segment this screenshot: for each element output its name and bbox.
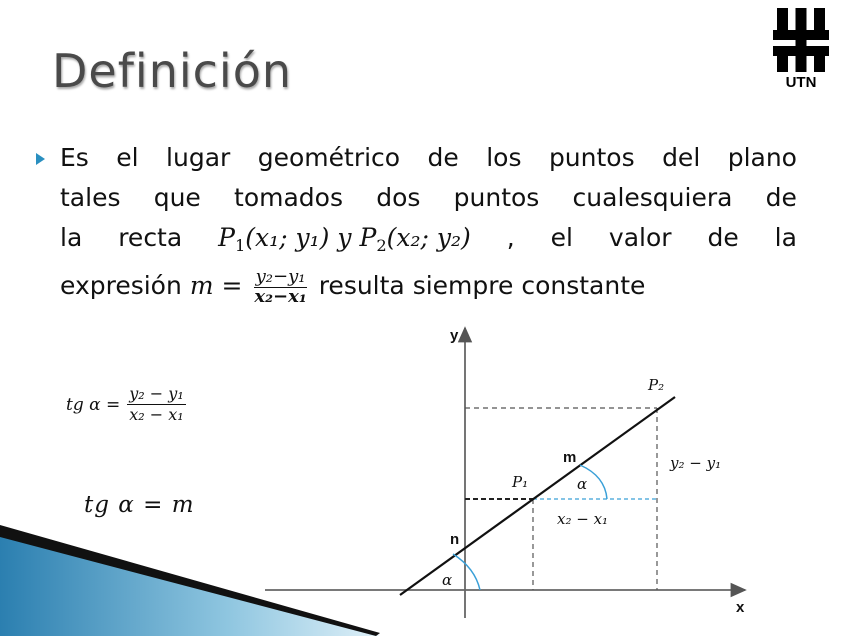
points-expression: $P_1(x_1$; y₁) y $P_2(x_2$; y₂) [218, 223, 471, 255]
bullet-arrow-icon [36, 153, 45, 165]
word: lugar [166, 143, 231, 172]
slope-formula: m = $\frac{\text{y₂−y₁}}{\text{x₂−x₁}}$ [189, 265, 307, 307]
n-label: n [450, 531, 460, 548]
word: tales [60, 183, 121, 212]
p2-label: P₂ [648, 376, 665, 394]
definition-line-3 [60, 218, 797, 266]
utn-logo-icon [773, 6, 829, 90]
definition-line-1 [60, 138, 797, 178]
word: expresión [60, 271, 182, 301]
dx-label: x₂ − x₁ [557, 510, 609, 528]
definition-line-2 [60, 178, 797, 218]
word: recta [118, 223, 183, 252]
alpha-bottom-label: α [442, 571, 453, 589]
word: valor [608, 223, 672, 252]
word: la [60, 223, 83, 252]
word: puntos [548, 143, 635, 172]
word: plano [727, 143, 797, 172]
definition-text [60, 138, 797, 307]
word: que [153, 183, 201, 212]
logo-text: UTN [785, 74, 817, 90]
word: los [486, 143, 522, 172]
word: del [662, 143, 701, 172]
word: de [427, 143, 459, 172]
word: geométrico [257, 143, 401, 172]
word: Es [60, 143, 89, 172]
word: dos [376, 183, 421, 212]
slope-line [400, 397, 675, 595]
word: , [506, 223, 515, 252]
word: de [707, 223, 739, 252]
slope-diagram [250, 318, 760, 636]
slide-title: Definición [52, 44, 292, 98]
m-label: m [563, 449, 577, 466]
angle-arc-bottom [453, 554, 480, 590]
word: la [774, 223, 797, 252]
word: de [765, 183, 797, 212]
word: el [116, 143, 139, 172]
tangent-formula: tg α = $\frac{\text{y₂ − y₁}}{\text{x₂ − x₁}}$ [66, 384, 184, 424]
p1-label: P₁ [512, 473, 529, 491]
definition-line-4 [60, 266, 797, 307]
alpha-top-label: α [577, 475, 588, 493]
word: el [550, 223, 573, 252]
dy-label: y₂ − y₁ [670, 454, 722, 472]
word: resulta siempre constante [318, 271, 646, 301]
x-axis-label: x [736, 599, 745, 616]
tangent-equals-slope: tg α = m [84, 492, 195, 518]
word: puntos [453, 183, 540, 212]
y-axis-label: y [450, 327, 459, 344]
word: cualesquiera [572, 183, 733, 212]
word: tomados [234, 183, 343, 212]
